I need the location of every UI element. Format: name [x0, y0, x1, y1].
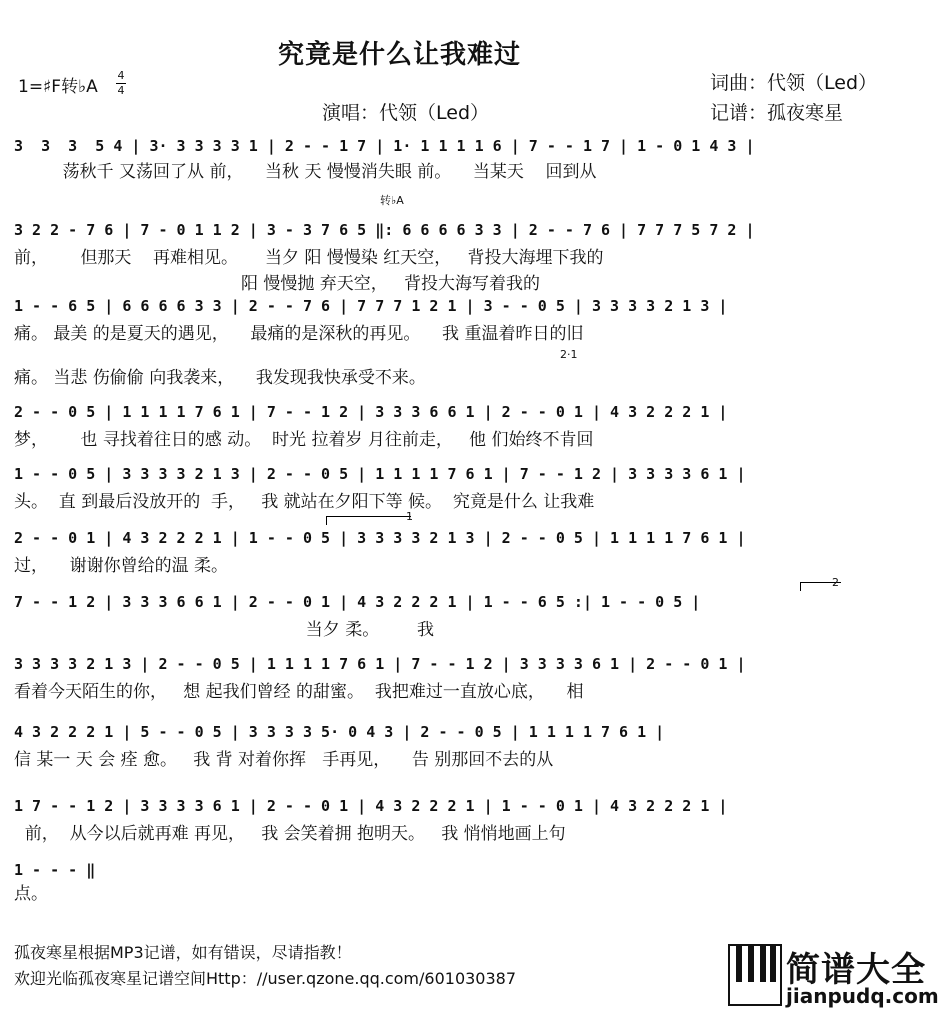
site-logo: [728, 944, 940, 1010]
volta-label-1: 1: [406, 510, 413, 523]
alternate-notes-mark: 2·1: [560, 348, 578, 361]
score-lyrics-row: 梦， 也 寻找着往日的感 动。 时光 拉着岁 月往前走， 他 们始终不肯回: [14, 430, 594, 450]
score-notes-row: 2 - - 0 5 | 1 1 1 1 7 6 1 | 7 - - 1 2 | 3 3 3 6 6 1 | 2 - - 0 1 | 4 3 2 2 2 1 |: [14, 403, 728, 421]
volta-bracket-1: [326, 516, 411, 525]
modulation-mark: 转♭A: [380, 194, 404, 207]
logo-url: jianpudq.com: [786, 984, 939, 1008]
score-lyrics-row: 头。 直 到最后没放开的 手， 我 就站在夕阳下等 候。 究竟是什么 让我难: [14, 492, 595, 512]
logo-text: 简谱大全: [786, 950, 926, 990]
score-lyrics-row: 点。: [14, 884, 48, 904]
score-lyrics-row: 痛。 最美 的是夏天的遇见， 最痛的是深秋的再见。 我 重温着昨日的旧: [14, 324, 584, 344]
score-notes-row: 1 - - - ‖: [14, 861, 96, 879]
singer: 演唱：代领（Led）: [322, 102, 490, 124]
score-notes-row: 1 - - 6 5 | 6 6 6 6 3 3 | 2 - - 7 6 | 7 7 7 1 2 1 | 3 - - 0 5 | 3 3 3 3 2 1 3 |: [14, 297, 728, 315]
score-lyrics-row: 当夕 柔。 我: [14, 620, 435, 640]
time-signature-bottom: 4: [117, 84, 125, 97]
score-notes-row: 2 - - 0 1 | 4 3 2 2 2 1 | 1 - - 0 5 | 3 3 3 3 2 1 3 | 2 - - 0 5 | 1 1 1 1 7 6 1 |: [14, 529, 746, 547]
time-signature: [116, 70, 126, 97]
credits: [710, 68, 877, 128]
score-lyrics-row-alt: 痛。 当悲 伤偷偷 向我袭来， 我发现我快承受不来。: [14, 368, 426, 388]
lyricist-composer: 词曲：代领（Led）: [710, 72, 878, 94]
piano-keys-icon: [728, 944, 782, 1006]
score-lyrics-row: 前， 从今以后就再难 再见， 我 会笑着拥 抱明天。 我 悄悄地画上句: [14, 824, 566, 844]
score-notes-row: 3 2 2 - 7 6 | 7 - 0 1 1 2 | 3 - 3 7 6 5 ‖: 6 6 6 6 3 3 | 2 - - 7 6 | 7 7 7 5 7 2 |: [14, 221, 755, 239]
score-lyrics-row: 看着今天陌生的你， 想 起我们曾经 的甜蜜。 我把难过一直放心底， 相: [14, 682, 584, 702]
score-lyrics-row-alt: 阳 慢慢抛 弃天空， 背投大海写着我的: [14, 274, 540, 294]
volta-label-2: 2: [832, 576, 839, 589]
page-title: 究竟是什么让我难过: [278, 40, 522, 70]
score-notes-row: 3 3 3 5 4 | 3· 3 3 3 3 1 | 2 - - 1 7 | 1· 1 1 1 1 6 | 7 - - 1 7 | 1 - 0 1 4 3 |: [14, 137, 755, 155]
score-notes-row: 3 3 3 3 2 1 3 | 2 - - 0 5 | 1 1 1 1 7 6 1 | 7 - - 1 2 | 3 3 3 3 6 1 | 2 - - 0 1 |: [14, 655, 746, 673]
score-notes-row: 1 7 - - 1 2 | 3 3 3 3 6 1 | 2 - - 0 1 | 4 3 2 2 2 1 | 1 - - 0 1 | 4 3 2 2 2 1 |: [14, 797, 728, 815]
key-signature: 1=♯F转♭A: [18, 77, 98, 97]
score-lyrics-row: 过， 谢谢你曾给的温 柔。: [14, 556, 229, 576]
score-notes-row: 1 - - 0 5 | 3 3 3 3 2 1 3 | 2 - - 0 5 | 1 1 1 1 7 6 1 | 7 - - 1 2 | 3 3 3 3 6 1 |: [14, 465, 746, 483]
transcriber: 记谱：孤夜寒星: [710, 102, 844, 124]
score-lyrics-row: 荡秋千 又荡回了从 前， 当秋 天 慢慢消失眼 前。 当某天 回到从: [14, 162, 597, 182]
score-notes-row: 4 3 2 2 2 1 | 5 - - 0 5 | 3 3 3 3 5· 0 4 3 | 2 - - 0 5 | 1 1 1 1 7 6 1 |: [14, 723, 665, 741]
time-signature-top: 4: [117, 69, 125, 82]
footer-line-2: 欢迎光临孤夜寒星记谱空间Http：//user.qzone.qq.com/601030387: [14, 969, 517, 988]
score-notes-row: 7 - - 1 2 | 3 3 3 6 6 1 | 2 - - 0 1 | 4 3 2 2 2 1 | 1 - - 6 5 :| 1 - - 0 5 |: [14, 593, 701, 611]
footer-line-1: 孤夜寒星根据MP3记谱，如有错误，尽请指教！: [14, 943, 352, 962]
score-lyrics-row: 前， 但那天 再难相见。 当夕 阳 慢慢染 红天空， 背投大海埋下我的: [14, 248, 604, 268]
score-lyrics-row: 信 某一 天 会 痊 愈。 我 背 对着你挥 手再见， 告 别那回不去的从: [14, 750, 554, 770]
footer-note: [14, 940, 516, 992]
